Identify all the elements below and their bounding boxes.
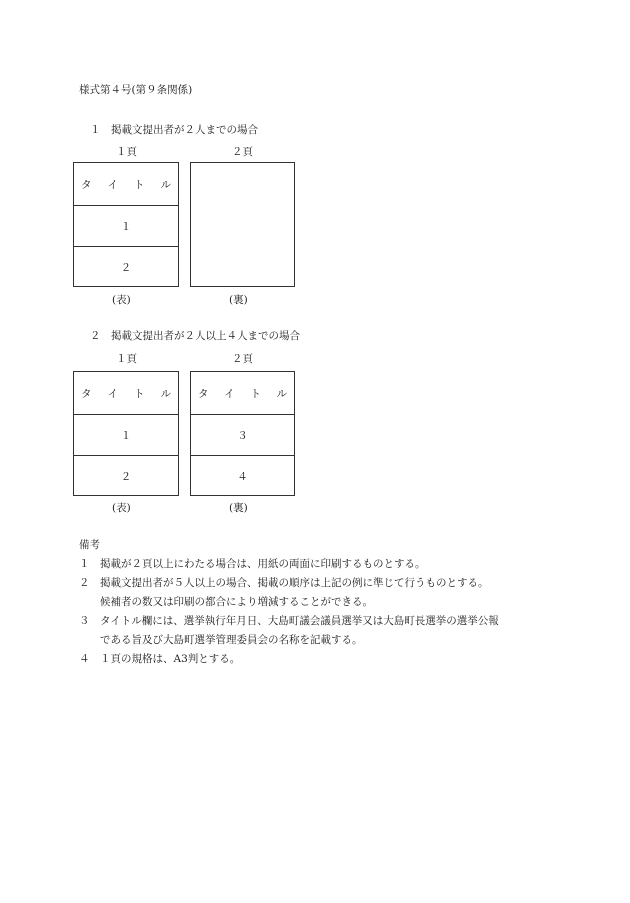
section1-back-label: (裏): [229, 294, 248, 306]
section2-page2-label: ２頁: [232, 353, 253, 365]
content-row: [191, 455, 294, 497]
title-row: [191, 372, 294, 414]
title-char: イ: [224, 387, 235, 400]
note-line: である旨及び大島町選挙管理委員会の名称を記載する。: [79, 634, 363, 646]
title-char: ト: [134, 387, 145, 400]
content-row: [74, 414, 178, 456]
title-char: ル: [276, 387, 287, 400]
title-char: イ: [107, 178, 118, 191]
section1-page2-label: ２頁: [232, 146, 253, 158]
row-number: ４: [237, 471, 248, 483]
title-char: タ: [198, 387, 209, 400]
section2-back-label: (裏): [229, 502, 248, 514]
title-row: [74, 372, 178, 414]
content-row: [74, 205, 178, 247]
row-number: １: [120, 430, 132, 442]
title-char: ト: [134, 178, 145, 191]
content-row: [191, 414, 294, 456]
note-line: １ 掲載が２頁以上にわたる場合は、用紙の両面に印刷するものとする。: [79, 558, 426, 570]
row-number: １: [120, 221, 132, 233]
section2-page2-box: [190, 371, 295, 496]
content-row: [74, 246, 178, 288]
content-row: [74, 455, 178, 497]
note-line: ４ １頁の規格は、A3判とする。: [79, 653, 241, 665]
title-char: タ: [81, 178, 92, 191]
row-number: ３: [237, 430, 248, 442]
section2-page1-label: １頁: [116, 353, 137, 365]
title-char: ト: [250, 387, 261, 400]
title-char: ル: [160, 178, 171, 191]
section1-page1-box: [73, 162, 179, 287]
section1-page1-label: １頁: [116, 146, 137, 158]
title-char: ル: [160, 387, 171, 400]
row-number: ２: [120, 471, 132, 483]
notes-heading: 備考: [79, 539, 100, 551]
form-number: 様式第４号(第９条関係): [79, 84, 193, 96]
section1-page2-box: [190, 162, 295, 287]
row-number: ２: [120, 262, 132, 274]
note-line: ３ タイトル欄には、選挙執行年月日、大島町議会議員選挙又は大島町長選挙の選挙公報: [79, 615, 499, 627]
section1-front-label: (表): [112, 294, 131, 306]
section2-heading: ２ 掲載文提出者が２人以上４人までの場合: [90, 330, 300, 342]
title-char: イ: [107, 387, 118, 400]
section2-page1-box: [73, 371, 179, 496]
note-line: 候補者の数又は印刷の都合により増減することができる。: [79, 596, 373, 608]
note-line: ２ 掲載文提出者が５人以上の場合、掲載の順序は上記の例に準じて行うものとする。: [79, 577, 489, 589]
section1-heading: １ 掲載文提出者が２人までの場合: [90, 124, 258, 136]
title-char: タ: [81, 387, 92, 400]
title-row: [74, 163, 178, 205]
section2-front-label: (表): [112, 502, 131, 514]
